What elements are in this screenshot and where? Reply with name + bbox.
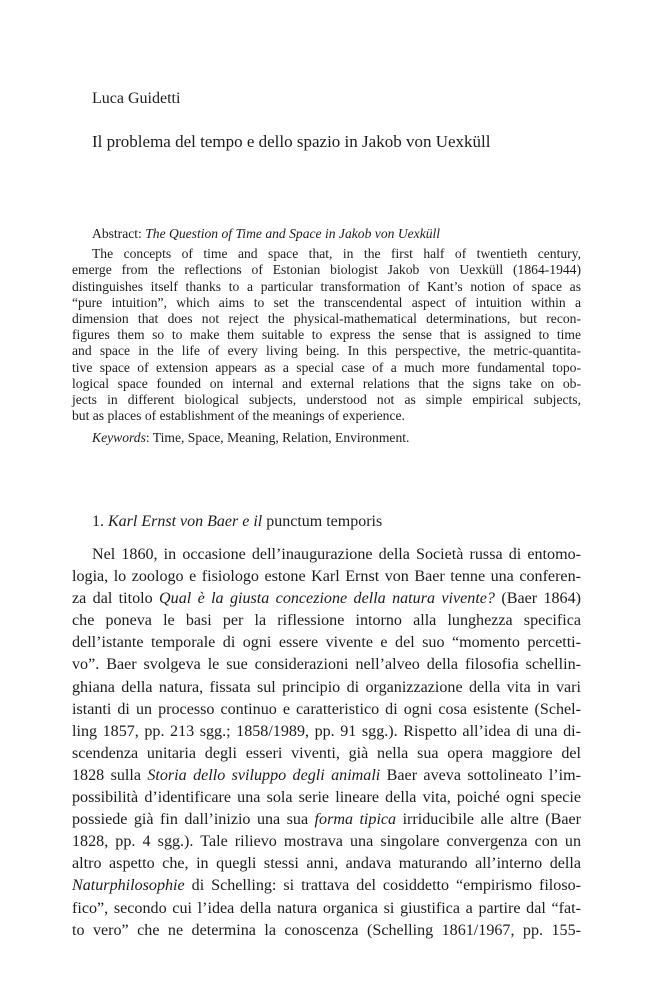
- abstract-line: tive space of extension appears as a special case of a much more fundamental topo-: [72, 359, 581, 375]
- body-line: possibilità d’identificare una sola serie lineare della vita, poiché ogni specie: [72, 789, 581, 807]
- paper-title: Il problema del tempo e dello spazio in Jakob von Uexküll: [92, 132, 491, 151]
- abstract-line: jects in different biological subjects, understood not as simple empirical subjects,: [72, 392, 581, 408]
- body-text: Baer aveva sottolineato l’im-: [380, 766, 581, 784]
- body-line: vo”. Baer svolgeva le sue considerazioni nell’alveo della filosofia schellin-: [72, 656, 581, 674]
- abstract-english-title: The Question of Time and Space in Jakob von Uexküll: [145, 226, 441, 241]
- abstract-line: emerge from the reflections of Estonian biologist Jakob von Uexküll (1864-1944): [72, 262, 581, 278]
- abstract-label: Abstract:: [92, 226, 146, 241]
- body-text: (Baer 1864): [494, 590, 581, 608]
- body-line: fico”, secondo cui l’idea della natura organica si giustifica a partire dal “fat-: [72, 899, 581, 917]
- abstract-line: and space in the life of every living being. In this perspective, the metric-quantita-: [72, 343, 581, 359]
- abstract-body: [72, 246, 581, 424]
- body-line: ling 1857, pp. 213 sgg.; 1858/1989, pp. 91 sgg.). Rispetto all’idea di una di-: [72, 722, 581, 740]
- author-name: Luca Guidetti: [92, 90, 181, 107]
- body-line: [72, 588, 581, 610]
- abstract: [72, 226, 581, 447]
- abstract-line: but as places of establishment of the meanings of experience.: [72, 408, 405, 424]
- body-text: possiede già fin dall’inizio una sua: [72, 811, 315, 829]
- abstract-line: “pure intuition”, which aims to set the transcendental aspect of intuition within a: [72, 294, 581, 310]
- section-title-roman: punctum temporis: [262, 513, 383, 530]
- abstract-line: distinguishes itself thanks to a particular transformation of Kant’s notion of space as: [72, 278, 581, 294]
- abstract-line: The concepts of time and space that, in the first half of twentieth century,: [92, 246, 581, 262]
- section-heading: [92, 513, 382, 531]
- body-line: dell’istante temporale di ogni essere vivente e del suo “momento percetti-: [72, 634, 581, 652]
- body-line: Nel 1860, in occasione dell’inaugurazione della Società russa di entomo-: [92, 546, 581, 563]
- section-number: 1.: [92, 513, 108, 530]
- body-line: ghiana della natura, fissata sul principio di organizzazione della vita in vari: [72, 678, 581, 696]
- keywords-list: : Time, Space, Meaning, Relation, Environment.: [145, 430, 410, 446]
- abstract-line: dimension that does not reject the physical-mathematical determinations, but recon-: [72, 311, 581, 327]
- body-line: altro aspetto che, in quegli stessi anni, andava maturando all’interno della: [72, 855, 581, 873]
- body-line: che poneva le basi per la riflessione intorno alla lunghezza specifica: [72, 612, 581, 630]
- body-line: scendenza unitaria degli esseri viventi, già nella sua opera maggiore del: [72, 744, 581, 762]
- body-text: za dal titolo: [72, 590, 160, 608]
- body-line: [72, 875, 581, 897]
- body-line: to vero” che ne determina la conoscenza (Schelling 1861/1967, pp. 155-: [72, 921, 581, 939]
- body-line: 1828, pp. 4 sgg.). Tale rilievo mostrava una singolare convergenza con un: [72, 833, 581, 851]
- section-title-italic: Karl Ernst von Baer e il: [108, 513, 263, 530]
- cited-title: Storia dello sviluppo degli animali: [147, 766, 381, 784]
- body-line: istanti di un processo continuo e caratteristico di ogni cosa esistente (Schel-: [72, 700, 581, 718]
- body-line: logia, lo zoologo e fisiologo estone Karl Ernst von Baer tenne una conferen-: [72, 568, 581, 586]
- italic-term: forma tipica: [314, 811, 397, 829]
- abstract-line: figures them so to make them suitable to express the sense that is assigned to time: [72, 327, 581, 343]
- keywords-label: Keywords: [92, 430, 146, 446]
- italic-term: Naturphilosophie: [72, 877, 185, 895]
- body-text: 1828 sulla: [72, 766, 148, 784]
- cited-title: Qual è la giusta concezione della natura vivente?: [159, 590, 495, 608]
- abstract-heading: [72, 226, 581, 242]
- body-text: irriducibile alle altre (Baer: [396, 811, 582, 829]
- body-line: [72, 765, 581, 787]
- keywords: [72, 430, 581, 446]
- abstract-line: logical space founded on internal and external relations that the signs take on ob-: [72, 375, 581, 391]
- body-line: [72, 809, 581, 831]
- body-paragraph: [72, 544, 581, 942]
- body-text: di Schelling: si trattava del cosiddetto “empirismo filoso-: [184, 877, 581, 895]
